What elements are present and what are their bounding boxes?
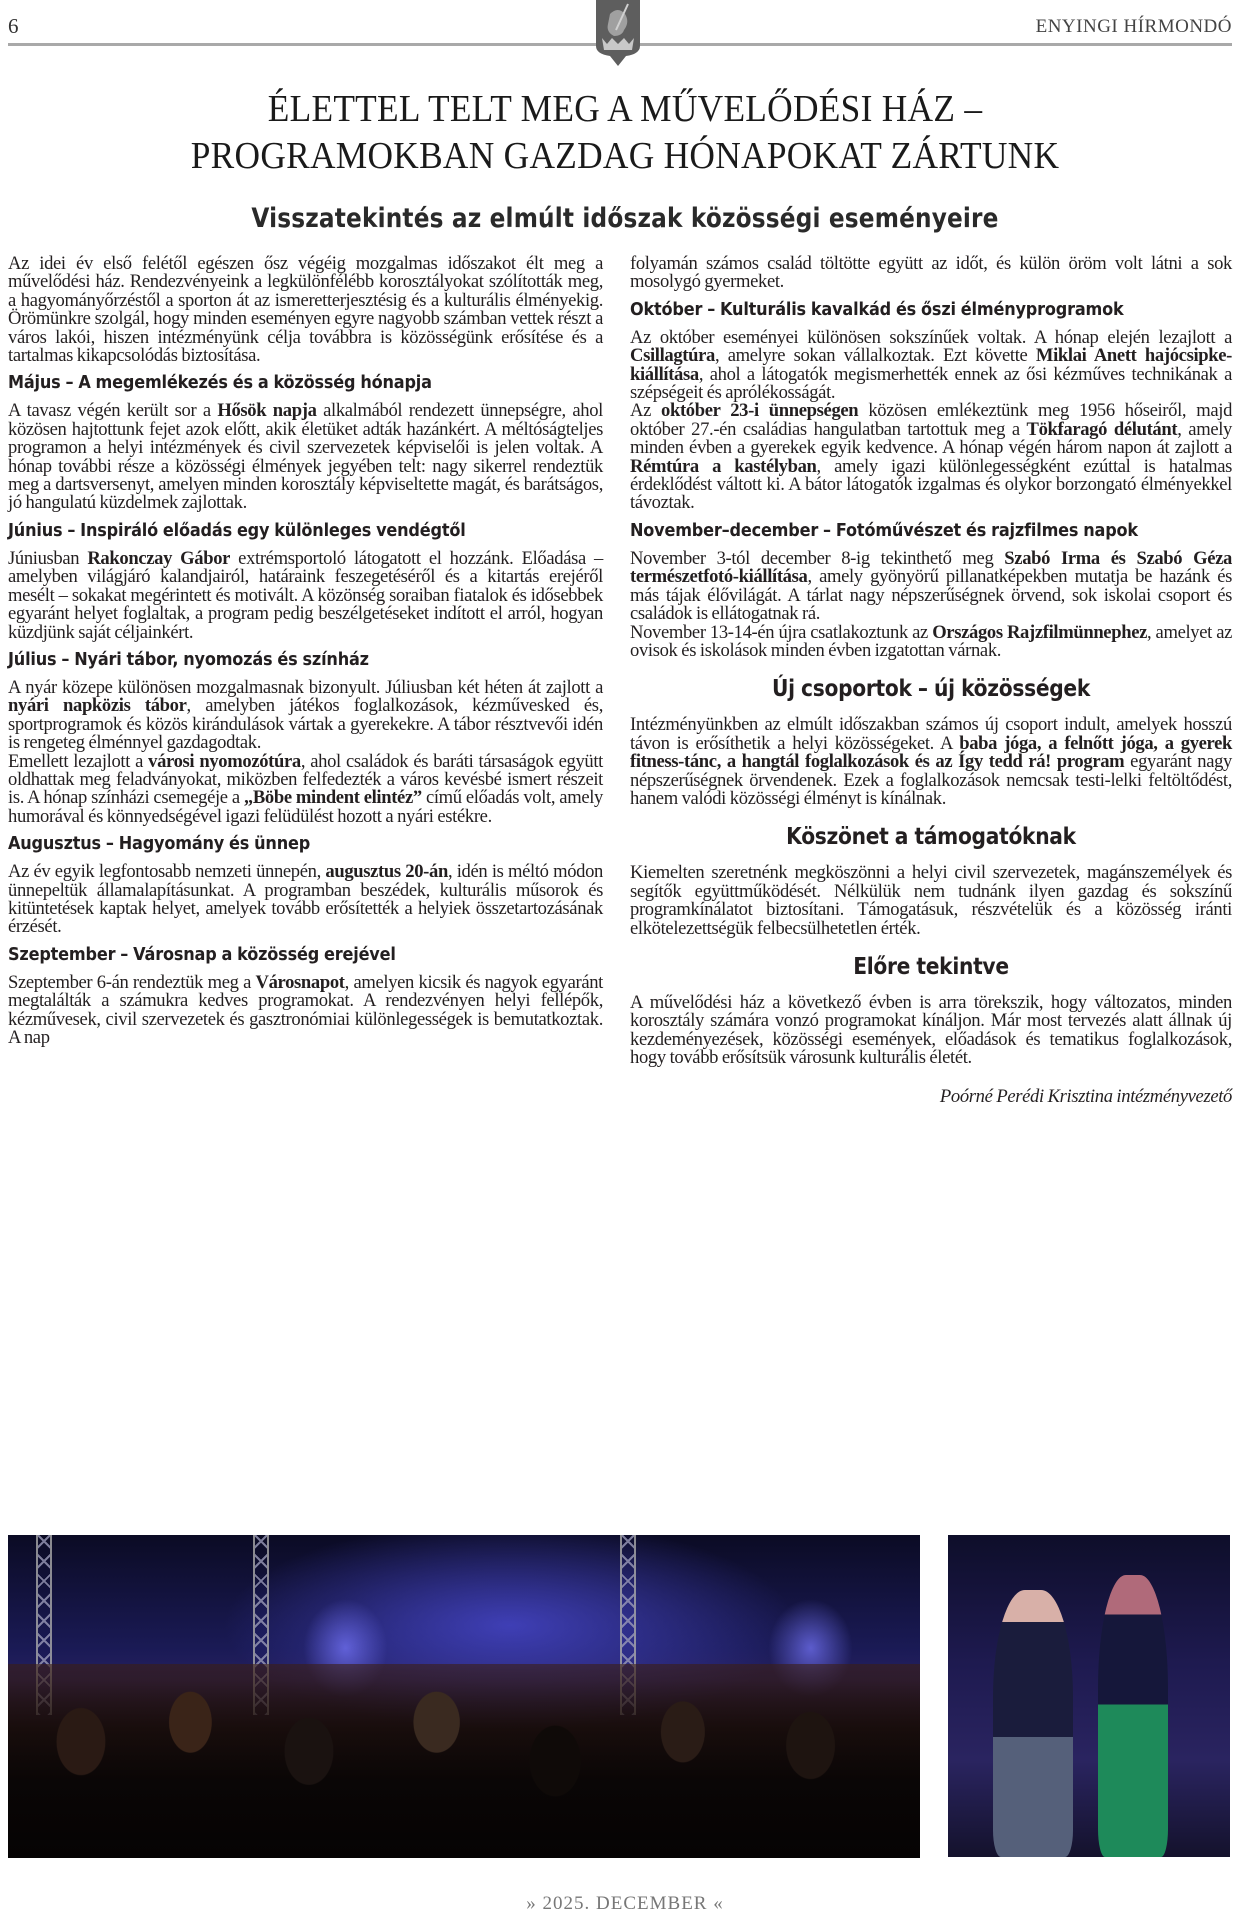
section-paragraph bbox=[630, 402, 1232, 512]
section-heading-elore: Előre tekintve bbox=[853, 953, 1009, 980]
publication-name: ENYINGI HÍRMONDÓ bbox=[1035, 16, 1232, 37]
bold-run: Miklai Anett hajócsipke-kiállítása bbox=[630, 345, 1232, 385]
bold-run: Városnapot bbox=[255, 971, 345, 993]
section-heading-novdec: November–december – Fotóművészet és rajzfilmes napok bbox=[630, 520, 1138, 541]
text-run: Az év egyik legfontosabb nemzeti ünnepén, bbox=[8, 861, 326, 883]
section-paragraph bbox=[630, 547, 1232, 625]
presenter-man bbox=[993, 1590, 1073, 1857]
section-paragraph bbox=[8, 547, 603, 643]
section-heading-julius: Július – Nyári tábor, nyomozás és színház bbox=[8, 649, 369, 670]
text-run: alkalmából rendezett ünnepségre, ahol közösen hajtottunk fejet azok előtt, akik életüket adták hazánkért. A méltóságteljes programon a helyi intézmények és civil szervezetek képviselői is jelen voltak. A hónap további része a közösségi élmények jegyében telt: nagy sikerrel rendeztük meg a dartsversenyt, amelyen minden korosztály képviseltette magát, és barátságos, jó hangulatú küzdelmek zajlottak. bbox=[8, 400, 603, 514]
text-run: Júniusban bbox=[8, 547, 88, 569]
section-paragraph bbox=[630, 716, 1232, 808]
concert-stage-crowd-photo bbox=[8, 1535, 920, 1858]
text-run: , amelyet az ovisok és iskolások minden évben izgatottan várnak. bbox=[630, 621, 1232, 661]
section-heading-junius: Június – Inspiráló előadás egy különleges vendégtől bbox=[8, 520, 466, 541]
bold-run: Országos Rajzfilmünnephez bbox=[932, 621, 1148, 643]
text-run: Intézményünkben az elmúlt időszakban számos új csoport indult, amelyek hosszú távon is erősíthetik a helyi közösségeket. A bbox=[630, 714, 1232, 754]
article-title bbox=[44, 86, 1207, 180]
author-signature: Poórné Perédi Krisztina intézményvezető bbox=[939, 1085, 1232, 1107]
bold-run: Hősök napja bbox=[217, 400, 317, 422]
text-run: egyaránt nagy népszerűségnek örvendenek. Ezek a foglalkozások nemcsak testi-lelki feltöltődést, hanem valódi közösségi élményt is kínálnak. bbox=[630, 751, 1232, 809]
section-heading-augusztus: Augusztus – Hagyomány és ünnep bbox=[8, 834, 311, 855]
section-paragraph bbox=[630, 621, 1232, 661]
left-column bbox=[8, 255, 603, 1047]
section-paragraph bbox=[630, 326, 1232, 404]
presenter-woman bbox=[1098, 1575, 1168, 1857]
section-heading-majus: Május – A megemlékezés és a közösség hónapja bbox=[8, 373, 432, 394]
bold-run: Csillagtúra bbox=[630, 345, 715, 367]
crowd-silhouettes bbox=[8, 1664, 920, 1858]
text-run: , amely gyönyörű pillanatképekben mutatja be hazánk és más tájak élővilágát. A tárlat nagy népszerűségnek örvend, sok iskolai csoport és családok is ellátogatnak rá. bbox=[630, 566, 1232, 625]
text-run: A nyár közepe különösen mozgalmasnak bizonyult. Júliusban két héten át zajlott a bbox=[8, 676, 603, 698]
bold-run: városi nyomozótúra bbox=[148, 750, 301, 772]
stage-presenters-photo bbox=[948, 1535, 1230, 1857]
text-run: November 13-14-én újra csatlakoztunk az bbox=[630, 621, 933, 643]
bold-run: Rakonczay Gábor bbox=[87, 547, 231, 569]
title-line-1: ÉLETTEL TELT MEG A MŰVELŐDÉSI HÁZ – bbox=[267, 88, 983, 130]
bold-run: október 23-i ünnepségen bbox=[661, 400, 859, 422]
text-run: extrémsportoló látogatott el hozzánk. Előadása – amelyben világjáró kalandjairól, határaink feszegetéséről és a kitartás erejéről mesélt – sokakat megérintett és motivált. A közönség soraiban fiatalok és idősebbek egyaránt helyet foglaltak, a program pedig beszélgetéseket indított el arról, hogyan küzdjünk saját céljainkért. bbox=[8, 547, 603, 643]
section-paragraph-continued: folyamán számos család töltötte együtt az időt, és külön öröm volt látni a sok mosolygó gyermeket. bbox=[630, 253, 1232, 293]
text-run: , amely igazi különlegességként ezúttal is hatalmas érdeklődést váltott ki. A bátor látogatók izgalmas és olykor borzongató élményekkel távoztak. bbox=[630, 455, 1232, 514]
text-run: , idén is méltó módon ünnepeltük államalapításunkat. A programban beszédek, kulturális műsorok és kitüntetések kaptak helyet, amelyek tovább erősítették a helyiek összetartozásának érzését. bbox=[8, 861, 603, 938]
bold-run: Szabó Irma és Szabó Géza természetfotó-kiállítása bbox=[630, 547, 1232, 588]
bold-run: baba jóga, a felnőtt jóga, a gyerek fitness-tánc, a hangtál foglalkozások és az Így tedd rá! program bbox=[630, 732, 1233, 773]
text-run: című előadás volt, amely humorával és könnyedségével igazi felüdülést hozott a nyári estékre. bbox=[8, 787, 603, 827]
text-run: Emellett lezajlott a bbox=[8, 750, 149, 772]
text-run: , amelyben játékos foglalkozások, kézművesked és, sportprogramok és közös kirándulások vártak a gyerekekre. A tábor résztvevői idén is rengeteg élménnyel gazdagodtak. bbox=[8, 695, 603, 754]
section-paragraph bbox=[8, 402, 603, 512]
coat-of-arms-icon bbox=[592, 0, 644, 66]
title-line-2: PROGRAMOKBAN GAZDAG HÓNAPOKAT ZÁRTUNK bbox=[190, 135, 1060, 177]
text-run: , amelyre sokan vállalkoztak. Ezt követte bbox=[715, 345, 1036, 367]
issue-date: » 2025. DECEMBER « bbox=[526, 1893, 724, 1914]
bold-run: augusztus 20-án bbox=[325, 861, 448, 883]
bold-run: Tökfaragó délutánt bbox=[1026, 418, 1178, 440]
bold-run: Rémtúra a kastélyban bbox=[630, 455, 817, 477]
text-run: , amelyen kicsik és nagyok egyaránt megtalálták a számukra kedves programokat. A rendezvényen helyi fellépők, kézművesek, civil szervezetek és gasztronómiai különlegességek is bemutatkoztak. A nap bbox=[8, 971, 603, 1048]
text-run: Az október eseményei különösen sokszínűek voltak. A hónap elején lezajlott a bbox=[630, 326, 1232, 348]
intro-paragraph: Az idei év első felétől egészen ősz végéig mozgalmas időszakot élt meg a művelődési ház. Rendezvényeink a legkülönfélébb korosztályokat szólították meg, a hagyományőrzéstől a sporton át az ismeretterjesztésig és a kulturális élményekig. Örömünkre szolgál, hogy minden eseményen egyre nagyobb számban vettek részt a város lakói, hiszen intézményünk célja továbbra is közösségünk erősítése és a tartalmas kikapcsolódás biztosítása. bbox=[8, 253, 603, 367]
article-subtitle: Visszatekintés az elmúlt időszak közösségi eseményeire bbox=[251, 203, 999, 234]
section-paragraph: A művelődési ház a következő évben is arra törekszik, hogy változatos, minden korosztály számára vonzó programokat kínáljon. Már most tervezés alatt állnak új kezdeményezések, közösségi események, előadások és tematikus foglalkozások, hogy tovább erősítsük városunk kulturális életét. bbox=[630, 991, 1232, 1069]
page-header bbox=[0, 0, 1250, 80]
section-paragraph bbox=[8, 750, 603, 827]
text-run: November 3-tól december 8-ig tekinthető meg bbox=[630, 547, 1005, 569]
section-heading-szeptember: Szeptember – Városnap a közösség erejével bbox=[8, 944, 396, 965]
section-heading-oktober: Október – Kulturális kavalkád és őszi élményprogramok bbox=[630, 299, 1124, 320]
section-paragraph bbox=[8, 676, 603, 754]
section-heading-koszonet: Köszönet a támogatóknak bbox=[786, 824, 1076, 851]
text-run: , ahol a látogatók megismerhették ennek az ősi kézműves technikának a szépségeit és aprólékosságát. bbox=[630, 363, 1232, 404]
text-run: A tavasz végén került sor a bbox=[8, 400, 218, 422]
text-run: közösen emlékeztünk meg 1956 hőseiről, majd október 27.-én családias hangulatban tartottuk meg a bbox=[630, 400, 1233, 440]
text-run: Szeptember 6-án rendeztük meg a bbox=[8, 971, 256, 993]
section-heading-uj-csoportok: Új csoportok – új közösségek bbox=[771, 676, 1091, 703]
right-column bbox=[630, 255, 1232, 1106]
bold-run: nyári napközis tábor bbox=[8, 695, 187, 717]
bold-run: „Böbe mindent elintéz” bbox=[243, 787, 422, 809]
page-number: 6 bbox=[8, 14, 19, 38]
section-paragraph bbox=[8, 971, 603, 1048]
text-run: , ahol családok és baráti társaságok együtt oldhattak meg feladványokat, miközben felfedezték a város kevésbé ismert részeit is. A hónap színházi csemegéje a bbox=[8, 750, 603, 809]
section-paragraph bbox=[8, 863, 603, 937]
text-run: , amely minden évben a gyerekek egyik kedvence. A hónap végén három napon át zajlott a bbox=[630, 418, 1232, 459]
section-paragraph: Kiemelten szeretnénk megköszönni a helyi civil szervezetek, magánszemélyek és segítők együttműködését. Nélkülük nem tudnánk ilyen gazdag és sokszínű programkínálatot biztosítani. Támogatásuk, részvételük és a közösség iránti elkötelezettségük felbecsülhetetlen érték. bbox=[630, 862, 1232, 939]
text-run: Az bbox=[630, 400, 662, 422]
